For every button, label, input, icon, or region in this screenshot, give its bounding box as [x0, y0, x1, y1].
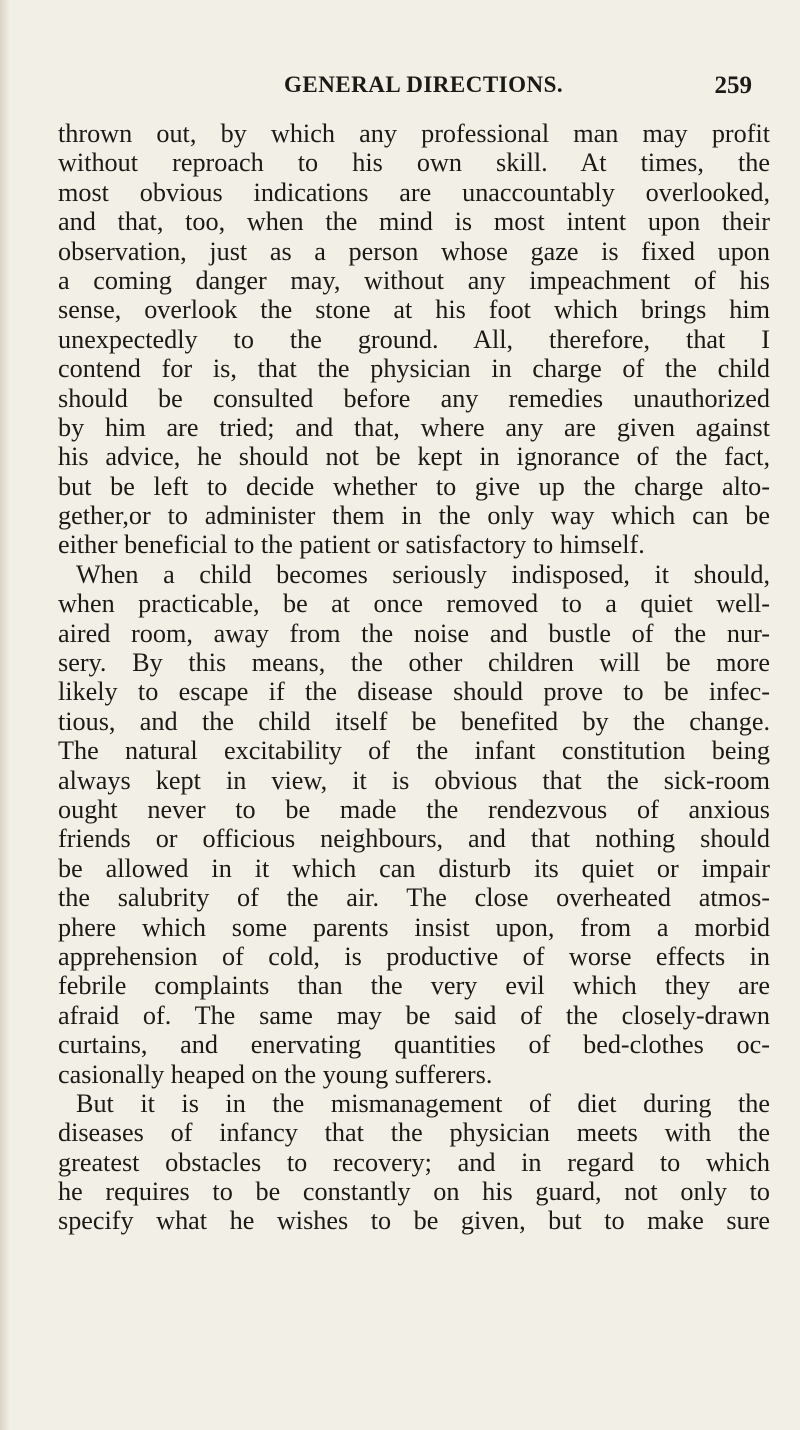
- text-line: be allowed in it which can disturb its quiet or impair: [58, 853, 770, 883]
- text-line: by him are tried; and that, where any are given against: [58, 412, 770, 442]
- text-line: observation, just as a person whose gaze is fixed upon: [58, 236, 770, 266]
- text-line: sense, overlook the stone at his foot which brings him: [58, 295, 770, 325]
- text-line: tious, and the child itself be benefited by the change.: [58, 706, 770, 736]
- text-line: casionally heaped on the young sufferers.: [58, 1059, 493, 1089]
- text-line: gether,or to administer them in the only way which can be: [58, 501, 770, 531]
- running-head: [252, 72, 752, 106]
- text-line: sery. By this means, the other children will be more: [58, 648, 770, 678]
- text-line: apprehension of cold, is productive of worse effects in: [58, 941, 770, 971]
- text-line: ought never to be made the rendezvous of anxious: [58, 794, 770, 824]
- text-line: the salubrity of the air. The close overheated atmos-: [58, 883, 770, 913]
- text-line: should be consulted before any remedies unauthorized: [58, 383, 770, 413]
- body-text: [58, 119, 770, 1236]
- text-line: his advice, he should not be kept in ignorance of the fact,: [58, 442, 770, 472]
- text-line: curtains, and enervating quantities of bed-clothes oc-: [58, 1030, 770, 1060]
- paragraph-start-line: When a child becomes seriously indisposed, it should,: [76, 559, 770, 589]
- paragraph-start-line: But it is in the mismanagement of diet during the: [76, 1088, 770, 1118]
- text-line: friends or officious neighbours, and that nothing should: [58, 824, 770, 854]
- text-line: when practicable, be at once removed to a quiet well-: [58, 589, 770, 619]
- text-line: phere which some parents insist upon, from a morbid: [58, 912, 770, 942]
- text-line: unexpectedly to the ground. All, therefore, that I: [58, 324, 770, 354]
- text-line: likely to escape if the disease should prove to be infec-: [58, 677, 770, 707]
- text-line: he requires to be constantly on his guard, not only to: [58, 1177, 770, 1207]
- text-line: contend for is, that the physician in charge of the child: [58, 354, 770, 384]
- text-line: thrown out, by which any professional man may profit: [58, 119, 770, 148]
- text-line: diseases of infancy that the physician meets with the: [58, 1118, 770, 1148]
- text-line: The natural excitability of the infant constitution being: [58, 736, 770, 766]
- text-line: but be left to decide whether to give up the charge alto-: [58, 471, 770, 501]
- text-line: and that, too, when the mind is most intent upon their: [58, 207, 770, 237]
- text-line: either beneficial to the patient or satisfactory to himself.: [58, 530, 645, 560]
- text-line: specify what he wishes to be given, but to make sure: [58, 1206, 770, 1236]
- page-edge-shadow: [0, 0, 10, 1430]
- text-line: always kept in view, it is obvious that the sick-room: [58, 765, 770, 795]
- page-number: 259: [714, 72, 752, 99]
- text-line: without reproach to his own skill. At times, the: [58, 148, 770, 178]
- text-line: febrile complaints than the very evil which they are: [58, 971, 770, 1001]
- text-line: a coming danger may, without any impeachment of his: [58, 265, 770, 295]
- text-line: afraid of. The same may be said of the closely-drawn: [58, 1000, 770, 1030]
- text-line: greatest obstacles to recovery; and in regard to which: [58, 1147, 770, 1177]
- running-title: GENERAL DIRECTIONS.: [284, 72, 564, 97]
- text-line: aired room, away from the noise and bustle of the nur-: [58, 618, 770, 648]
- text-line: most obvious indications are unaccountably overlooked,: [58, 177, 770, 207]
